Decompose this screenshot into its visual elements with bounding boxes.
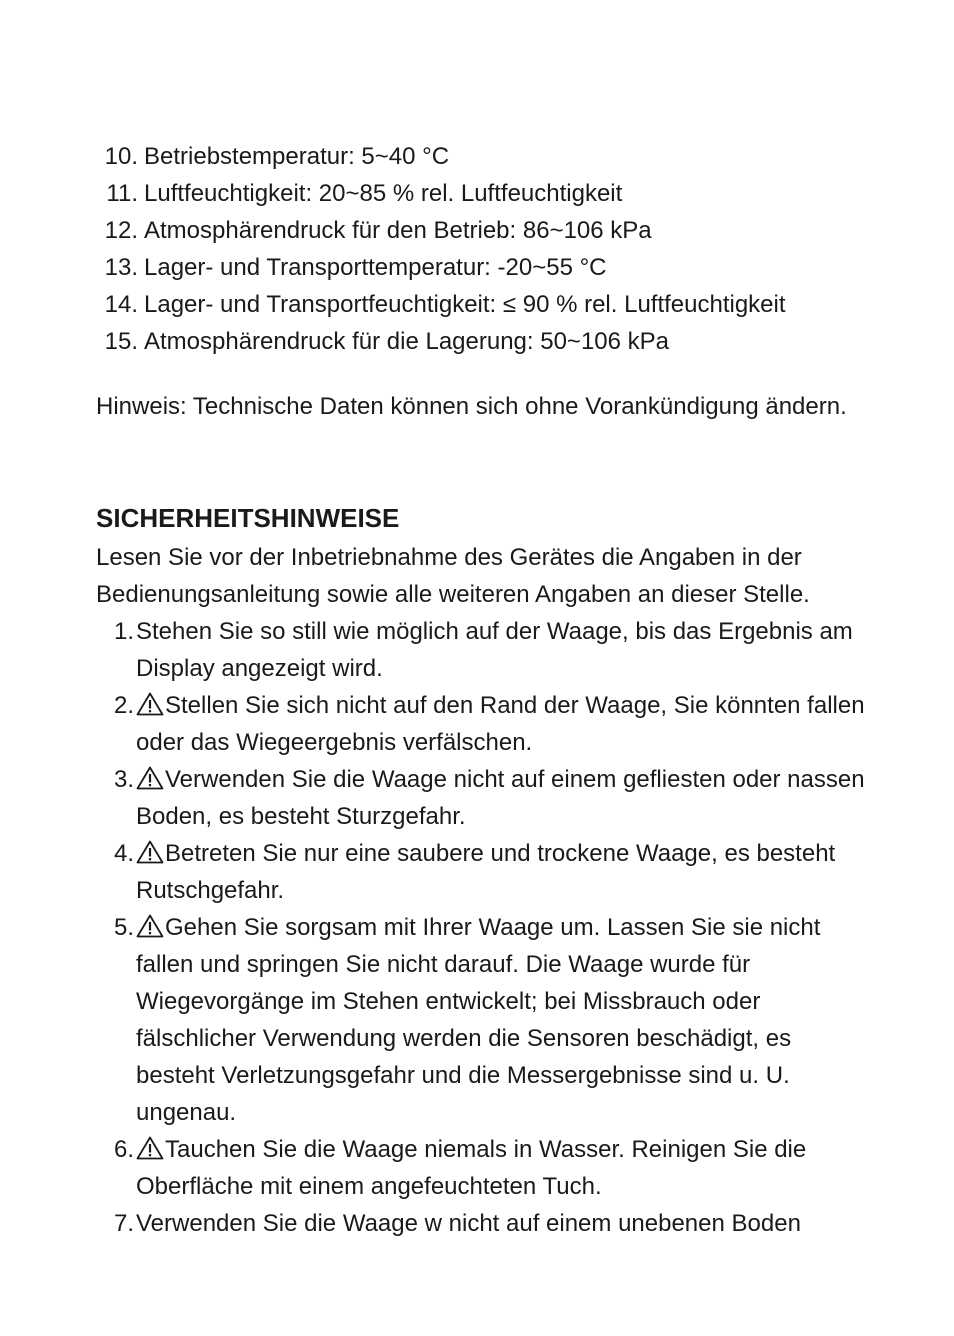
warning-triangle-icon [136,840,164,864]
safety-item [96,835,866,909]
safety-number: 3. [113,766,134,793]
safety-text-wrap [136,761,866,835]
safety-text: Stehen Sie so still wie möglich auf der Waage, bis das Ergebnis am Display angezeigt wird. [136,618,853,682]
safety-number: 1. [113,618,134,645]
spec-item [96,249,866,286]
safety-item [96,687,866,761]
safety-text-wrap [136,909,866,1131]
warning-triangle-icon [136,1136,164,1160]
safety-item [96,761,866,835]
safety-number: 5. [113,914,134,941]
spec-number: 10. [104,143,138,170]
safety-text-wrap [136,1131,866,1205]
safety-text: Verwenden Sie die Waage nicht auf einem gefliesten oder nassen Boden, es besteht Sturzgefahr. [136,766,865,830]
spec-number: 14. [104,291,138,318]
safety-text: Stellen Sie sich nicht auf den Rand der Waage, Sie könnten fallen oder das Wiegeergebnis verfälschen. [136,692,865,756]
spec-text: Luftfeuchtigkeit: 20~85 % rel. Luftfeuchtigkeit [144,180,623,207]
safety-item [96,909,866,1131]
spec-number: 12. [104,217,138,244]
spec-item [96,323,866,360]
spec-item [96,138,866,175]
spec-number: 13. [104,254,138,281]
warning-triangle-icon [136,692,164,716]
spec-number: 15. [104,328,138,355]
safety-text: Tauchen Sie die Waage niemals in Wasser. Reinigen Sie die Oberfläche mit einem angefeuchteten Tuch. [136,1136,807,1200]
section-intro: Lesen Sie vor der Inbetriebnahme des Gerätes die Angaben in der Bedienungsanleitung sowie alle weiteren Angaben an dieser Stelle. [96,544,810,608]
spec-number: 11. [106,180,138,207]
spec-text: Atmosphärendruck für den Betrieb: 86~106 kPa [144,217,652,244]
technical-specs-list [96,138,866,360]
spec-item [96,175,866,212]
spec-item [96,286,866,323]
spec-text: Betriebstemperatur: 5~40 °C [144,143,450,170]
safety-item [96,613,866,687]
safety-text-wrap [136,835,866,909]
spec-item [96,212,866,249]
safety-item [96,1131,866,1205]
safety-number: 4. [113,840,134,867]
spec-text: Lager- und Transportfeuchtigkeit: ≤ 90 % rel. Luftfeuchtigkeit [144,291,786,318]
safety-number: 6. [113,1136,134,1163]
safety-text: Verwenden Sie die Waage w nicht auf einem unebenen Boden [136,1210,801,1237]
safety-text-wrap [136,687,866,761]
section-title: SICHERHEITSHINWEISE [96,503,400,533]
spec-text: Lager- und Transporttemperatur: -20~55 °C [144,254,607,281]
safety-number: 7. [113,1210,134,1237]
spec-text: Atmosphärendruck für die Lagerung: 50~106 kPa [144,328,670,355]
safety-text: Betreten Sie nur eine saubere und trockene Waage, es besteht Rutschgefahr. [136,840,836,904]
safety-item [96,1205,866,1242]
warning-triangle-icon [136,766,164,790]
specs-note: Hinweis: Technische Daten können sich ohne Vorankündigung ändern. [96,393,847,420]
safety-number: 2. [113,692,134,719]
safety-list [96,613,866,1242]
safety-text: Gehen Sie sorgsam mit Ihrer Waage um. Lassen Sie sie nicht fallen und springen Sie nicht darauf. Die Waage wurde für Wiegevorgänge im Stehen entwickelt; bei Missbrauch oder fälschlicher Verwendung werden die Sensoren beschädigt, es besteht Verletzungsgefahr und die Messergebnisse sind u. U. ungenau. [136,914,821,1126]
warning-triangle-icon [136,914,164,938]
